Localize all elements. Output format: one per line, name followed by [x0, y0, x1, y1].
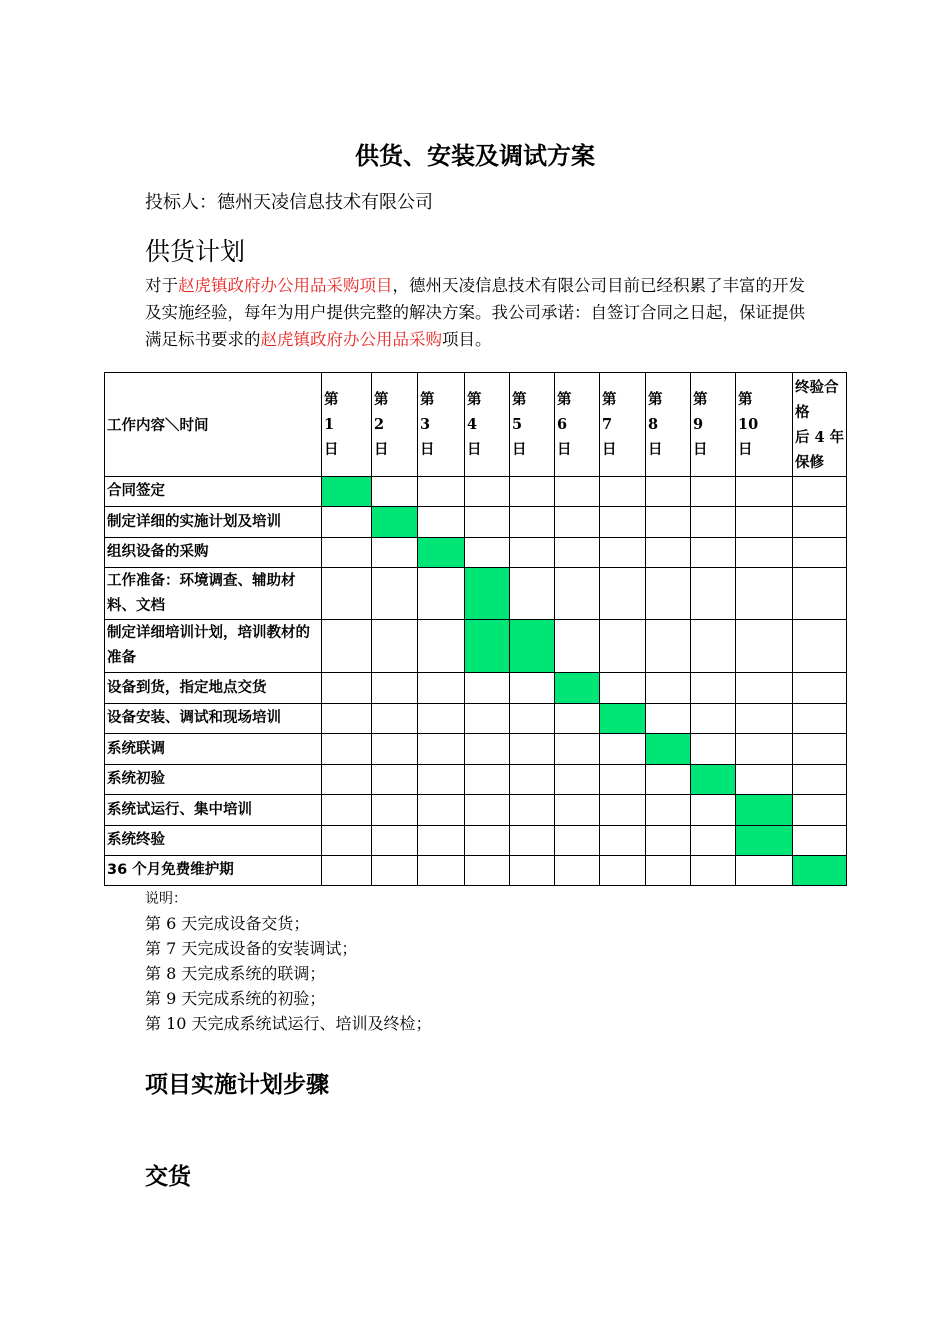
schedule-cell	[600, 795, 646, 826]
intro-text-3: 项目。	[442, 330, 492, 349]
schedule-cell	[322, 568, 372, 620]
header-day-text: 1	[324, 416, 335, 433]
active-schedule-cell	[322, 477, 372, 507]
schedule-cell	[322, 734, 372, 765]
schedule-cell	[555, 507, 600, 538]
schedule-cell	[372, 795, 418, 826]
schedule-cell	[465, 673, 510, 704]
active-schedule-cell	[510, 620, 555, 673]
schedule-cell	[691, 734, 736, 765]
schedule-cell	[322, 507, 372, 538]
schedule-cell	[555, 620, 600, 673]
schedule-cell	[793, 765, 847, 795]
task-cell: 系统联调	[105, 734, 322, 765]
table-row	[105, 673, 847, 704]
schedule-cell	[465, 826, 510, 856]
schedule-cell	[691, 673, 736, 704]
schedule-cell	[510, 568, 555, 620]
task-cell: 系统终验	[105, 826, 322, 856]
schedule-cell	[372, 856, 418, 886]
active-schedule-cell	[736, 826, 793, 856]
section-heading-steps: 项目实施计划步骤	[145, 1072, 329, 1098]
schedule-cell	[510, 538, 555, 568]
header-day-text: 10	[738, 416, 759, 433]
schedule-cell	[465, 734, 510, 765]
schedule-cell	[691, 507, 736, 538]
table-row	[105, 568, 847, 620]
schedule-cell	[465, 795, 510, 826]
schedule-cell	[322, 795, 372, 826]
task-cell: 36 个月免费维护期	[105, 856, 322, 886]
task-cell: 制定详细的实施计划及培训	[105, 507, 322, 538]
schedule-cell	[793, 734, 847, 765]
schedule-cell	[646, 795, 691, 826]
schedule-cell	[793, 477, 847, 507]
schedule-cell	[418, 856, 465, 886]
schedule-cell	[600, 620, 646, 673]
header-day-text: 日	[602, 441, 617, 458]
schedule-cell	[555, 856, 600, 886]
note-line: 第 7 天完成设备的安装调试；	[145, 939, 358, 958]
header-day-text: 日	[648, 441, 663, 458]
project-name-1: 赵虎镇政府办公用品采购项目	[178, 276, 393, 295]
schedule-cell	[736, 704, 793, 734]
schedule-cell	[691, 856, 736, 886]
schedule-cell	[510, 765, 555, 795]
schedule-cell	[465, 856, 510, 886]
schedule-cell	[646, 765, 691, 795]
schedule-cell	[510, 477, 555, 507]
schedule-cell	[793, 826, 847, 856]
header-day-text: 日	[693, 441, 708, 458]
schedule-cell	[793, 620, 847, 673]
schedule-cell	[691, 477, 736, 507]
header-day-text: 3	[420, 416, 431, 433]
schedule-cell	[736, 568, 793, 620]
header-day-text: 日	[512, 441, 527, 458]
schedule-cell	[646, 826, 691, 856]
header-warranty-text: 后 4 年	[795, 428, 845, 446]
schedule-cell	[555, 765, 600, 795]
header-day-5	[510, 373, 555, 477]
schedule-cell	[372, 704, 418, 734]
header-day-text: 第	[467, 391, 482, 408]
schedule-cell	[600, 826, 646, 856]
schedule-cell	[600, 856, 646, 886]
schedule-cell	[600, 734, 646, 765]
schedule-cell	[736, 856, 793, 886]
active-schedule-cell	[555, 673, 600, 704]
active-schedule-cell	[465, 620, 510, 673]
schedule-cell	[736, 765, 793, 795]
header-day-text: 第	[512, 391, 527, 408]
schedule-cell	[465, 538, 510, 568]
schedule-cell	[691, 704, 736, 734]
task-cell: 工作准备：环境调查、辅助材料、文档	[105, 568, 322, 620]
header-day-2	[372, 373, 418, 477]
header-day-text: 6	[557, 416, 568, 433]
schedule-cell	[646, 568, 691, 620]
schedule-cell	[793, 568, 847, 620]
task-cell: 设备安装、调试和现场培训	[105, 704, 322, 734]
table-row	[105, 856, 847, 886]
schedule-cell	[322, 704, 372, 734]
active-schedule-cell	[372, 507, 418, 538]
schedule-cell	[736, 538, 793, 568]
schedule-cell	[322, 538, 372, 568]
schedule-cell	[418, 795, 465, 826]
schedule-cell	[691, 538, 736, 568]
schedule-cell	[646, 507, 691, 538]
table-row	[105, 795, 847, 826]
schedule-cell	[465, 704, 510, 734]
header-day-text: 8	[648, 416, 659, 433]
header-day-text: 第	[557, 391, 572, 408]
page-title: 供货、安装及调试方案	[355, 142, 595, 170]
schedule-cell	[555, 734, 600, 765]
schedule-cell	[372, 620, 418, 673]
schedule-cell	[465, 765, 510, 795]
table-row	[105, 734, 847, 765]
header-day-text: 日	[374, 441, 389, 458]
schedule-cell	[418, 568, 465, 620]
task-cell: 系统试运行、集中培训	[105, 795, 322, 826]
header-day-text: 第	[374, 391, 389, 408]
schedule-cell	[418, 826, 465, 856]
header-day-text: 第	[324, 391, 339, 408]
schedule-cell	[555, 704, 600, 734]
schedule-cell	[736, 620, 793, 673]
header-day-text: 第	[738, 391, 753, 408]
schedule-cell	[600, 507, 646, 538]
header-warranty-text: 格	[795, 403, 810, 421]
header-day-text: 第	[693, 391, 708, 408]
task-cell: 合同签定	[105, 477, 322, 507]
active-schedule-cell	[418, 538, 465, 568]
note-line: 第 9 天完成系统的初验；	[145, 989, 326, 1008]
table-row	[105, 620, 847, 673]
header-day-9	[691, 373, 736, 477]
active-schedule-cell	[646, 734, 691, 765]
table-row	[105, 765, 847, 795]
header-day-text: 日	[738, 441, 753, 458]
bidder-line: 投标人：德州天凌信息技术有限公司	[145, 192, 433, 213]
header-warranty-cell	[793, 373, 847, 477]
schedule-cell	[555, 568, 600, 620]
schedule-cell	[600, 538, 646, 568]
notes-label: 说明：	[145, 891, 187, 907]
task-cell: 设备到货，指定地点交货	[105, 673, 322, 704]
intro-text-2: ，德州天凌信息技术有限公司目前已经积累了丰富的开发及实施经验，每年为用户提供完整的解决方案。我公司承诺：自签订合同之日起，保证提供满足标书要求的	[145, 276, 805, 349]
schedule-cell	[372, 765, 418, 795]
header-day-text: 7	[602, 416, 613, 433]
header-day-text: 日	[420, 441, 435, 458]
schedule-cell	[465, 477, 510, 507]
header-day-10	[736, 373, 793, 477]
active-schedule-cell	[793, 856, 847, 886]
schedule-cell	[646, 704, 691, 734]
schedule-cell	[736, 477, 793, 507]
schedule-cell	[793, 795, 847, 826]
schedule-cell	[418, 673, 465, 704]
schedule-cell	[600, 765, 646, 795]
schedule-cell	[793, 538, 847, 568]
schedule-cell	[372, 477, 418, 507]
header-warranty-text: 保修	[795, 453, 824, 471]
active-schedule-cell	[691, 765, 736, 795]
schedule-cell	[322, 673, 372, 704]
schedule-cell	[418, 620, 465, 673]
schedule-cell	[600, 568, 646, 620]
schedule-cell	[372, 826, 418, 856]
schedule-cell	[691, 568, 736, 620]
schedule-cell	[736, 507, 793, 538]
header-day-text: 第	[420, 391, 435, 408]
schedule-cell	[555, 826, 600, 856]
schedule-cell	[646, 673, 691, 704]
note-line: 第 8 天完成系统的联调；	[145, 964, 326, 983]
schedule-cell	[510, 673, 555, 704]
schedule-cell	[600, 673, 646, 704]
header-day-text: 9	[693, 416, 704, 433]
active-schedule-cell	[465, 568, 510, 620]
task-cell: 组织设备的采购	[105, 538, 322, 568]
schedule-cell	[465, 507, 510, 538]
header-day-text: 4	[467, 416, 478, 433]
intro-paragraph	[145, 272, 810, 353]
header-day-4	[465, 373, 510, 477]
schedule-cell	[418, 507, 465, 538]
task-cell: 制定详细培训计划，培训教材的准备	[105, 620, 322, 673]
schedule-cell	[646, 856, 691, 886]
project-name-2: 赵虎镇政府办公用品采购	[260, 330, 442, 349]
section-heading-delivery: 交货	[145, 1164, 191, 1190]
header-day-8	[646, 373, 691, 477]
header-day-text: 第	[602, 391, 617, 408]
schedule-cell	[510, 704, 555, 734]
table-row	[105, 826, 847, 856]
schedule-cell	[510, 734, 555, 765]
schedule-cell	[322, 765, 372, 795]
header-day-text: 日	[324, 441, 339, 458]
schedule-cell	[691, 826, 736, 856]
header-day-text: 日	[557, 441, 572, 458]
schedule-cell	[555, 795, 600, 826]
schedule-cell	[793, 507, 847, 538]
table-row	[105, 704, 847, 734]
schedule-cell	[322, 856, 372, 886]
schedule-cell	[322, 620, 372, 673]
header-day-7	[600, 373, 646, 477]
header-day-text: 5	[512, 416, 523, 433]
schedule-cell	[372, 568, 418, 620]
header-day-text: 第	[648, 391, 663, 408]
section-heading-supply: 供货计划	[145, 237, 246, 266]
schedule-cell	[646, 538, 691, 568]
schedule-cell	[736, 734, 793, 765]
table-row	[105, 507, 847, 538]
schedule-cell	[372, 538, 418, 568]
active-schedule-cell	[736, 795, 793, 826]
task-cell: 系统初验	[105, 765, 322, 795]
active-schedule-cell	[600, 704, 646, 734]
header-day-text: 2	[374, 416, 385, 433]
note-line: 第 6 天完成设备交货；	[145, 914, 310, 933]
schedule-cell	[510, 856, 555, 886]
schedule-cell	[793, 704, 847, 734]
schedule-cell	[372, 673, 418, 704]
schedule-cell	[691, 620, 736, 673]
header-task-cell: 工作内容＼时间	[105, 373, 322, 477]
schedule-cell	[646, 477, 691, 507]
schedule-cell	[736, 673, 793, 704]
schedule-cell	[510, 507, 555, 538]
header-warranty-text: 终验合	[795, 378, 839, 396]
schedule-cell	[600, 477, 646, 507]
schedule-cell	[646, 620, 691, 673]
header-day-6	[555, 373, 600, 477]
schedule-cell	[793, 673, 847, 704]
schedule-cell	[418, 704, 465, 734]
schedule-cell	[322, 826, 372, 856]
schedule-cell	[418, 765, 465, 795]
header-day-text: 日	[467, 441, 482, 458]
schedule-cell	[510, 826, 555, 856]
header-day-3	[418, 373, 465, 477]
table-row	[105, 538, 847, 568]
note-line: 第 10 天完成系统试运行、培训及终检；	[145, 1014, 432, 1033]
schedule-cell	[418, 477, 465, 507]
table-row	[105, 477, 847, 507]
schedule-cell	[691, 795, 736, 826]
schedule-cell	[555, 477, 600, 507]
header-day-1	[322, 373, 372, 477]
schedule-cell	[418, 734, 465, 765]
schedule-cell	[510, 795, 555, 826]
schedule-cell	[555, 538, 600, 568]
intro-text-1: 对于	[145, 276, 178, 295]
schedule-cell	[372, 734, 418, 765]
table-header-row	[105, 373, 847, 477]
schedule-table	[104, 372, 847, 886]
